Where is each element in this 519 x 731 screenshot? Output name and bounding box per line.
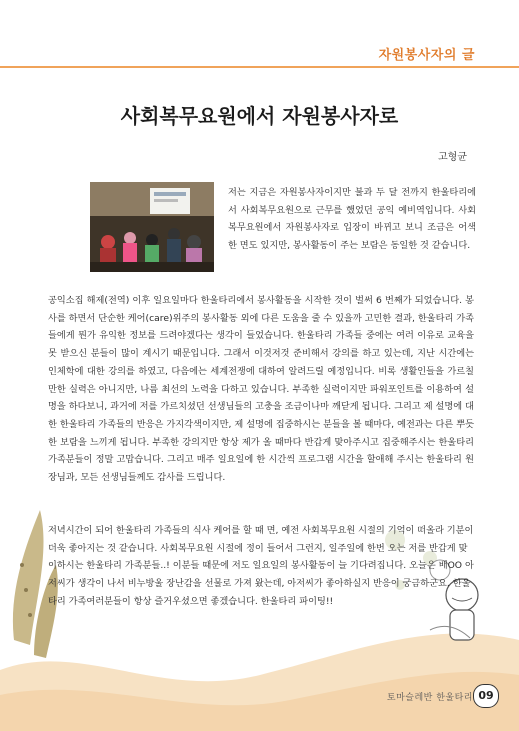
intro-paragraph: 저는 지금은 자원봉사자이지만 불과 두 달 전까지 한울타리에서 사회복무요원으로 근무를 했었던 공익 예비역입니다. 사회복무요원에서 자원봉사자로 입장이 바뀌고 보니 조금은 어색한 면도 있지만, 봉사활동이 주는 보람은 동일한 것 같습니다. [228,187,476,251]
body-paragraph-1: 공익소집 해제(전역) 이후 일요일마다 한울타리에서 봉사활동을 시작한 것이 벌써 6 번째가 되었습니다. 봉사를 하면서 단순한 케어(care)위주의 봉사활동 외에 다른 도움을 줄 수 있을까 고민한 결과, 한울타리 가족들에게 뭔가 유익한 정보를 드려야겠다는 생각이 들었습니다. 한울타리 가족들 중에는 여러 이유로 교육을 못 받으신 분들이 많이 계시기 때문입니다. 그래서 이것저것 준비해서 강의를 하고 있는데, 지난 시간에는 인체학에 대한 강의를 하였고, 다음에는 세계전쟁에 대하여 알려드릴 예정입니다. 비록 생활인들을 가르칠만한 실력은 아니지만, 나름 최선의 노력을 다하고 있습니다. 부족한 실력이지만 파워포인트를 이용하여 설명을 하다보니, 과거에 저를 가르치셨던 선생님들의 고충을 조금이나마 깨닫게 됩니다. 그리고 제 설명에 대한 한울타리 가족들의 반응은 가지각색이지만, 제 설명에 집중하시는 분들을 볼 때마다, 예전과는 다른 뿌듯한 보람을 느끼게 됩니다. 부족한 강의지만 항상 제가 올 때마다 반갑게 맞아주시고 집중해주시는 한울타리 가족분들이 정말 고맙습니다. 그리고 매주 일요일에 한 시간씩 프로그램 시간을 할애해 주시는 한울타리 원장님과, 모든 선생님들께도 감사를 드립니다. [48,295,474,484]
body-paragraph-2: 저녁시간이 되어 한울타리 가족들의 식사 케어를 할 때 면, 예전 사회복무요원 시절의 기억이 떠올라 기분이 더욱 좋아지는 것 같습니다. 사회복무요원 시절에 정이 들어서 그런지, 일주일에 한번 오는 저를 반갑게 맞이하시는 한울타리 가족분들..! 이분들 때문에 저도 일요일의 봉사활동이 늘 기다려집니다. 오늘은 배OO 아저씨가 생각이 나서 비누방울 장난감을 선물로 가져 왔는데, 아저씨가 좋아하실지 반응이 궁금하군요. 한울타리 가족여러분들이 항상 즐거우셨으면 좋겠습니다. 한울타리 파이팅!! [48,525,474,607]
header-rule [0,66,519,68]
footer-brand: 토마슬레반 한울타리 [386,693,473,703]
article-title: 사회복무요원에서 자원봉사자로 [120,104,399,128]
article-author: 고형균 [438,152,467,163]
lecture-photo [90,182,214,272]
page-number: 09 [473,684,499,708]
section-label: 자원봉사자의 글 [378,48,475,63]
